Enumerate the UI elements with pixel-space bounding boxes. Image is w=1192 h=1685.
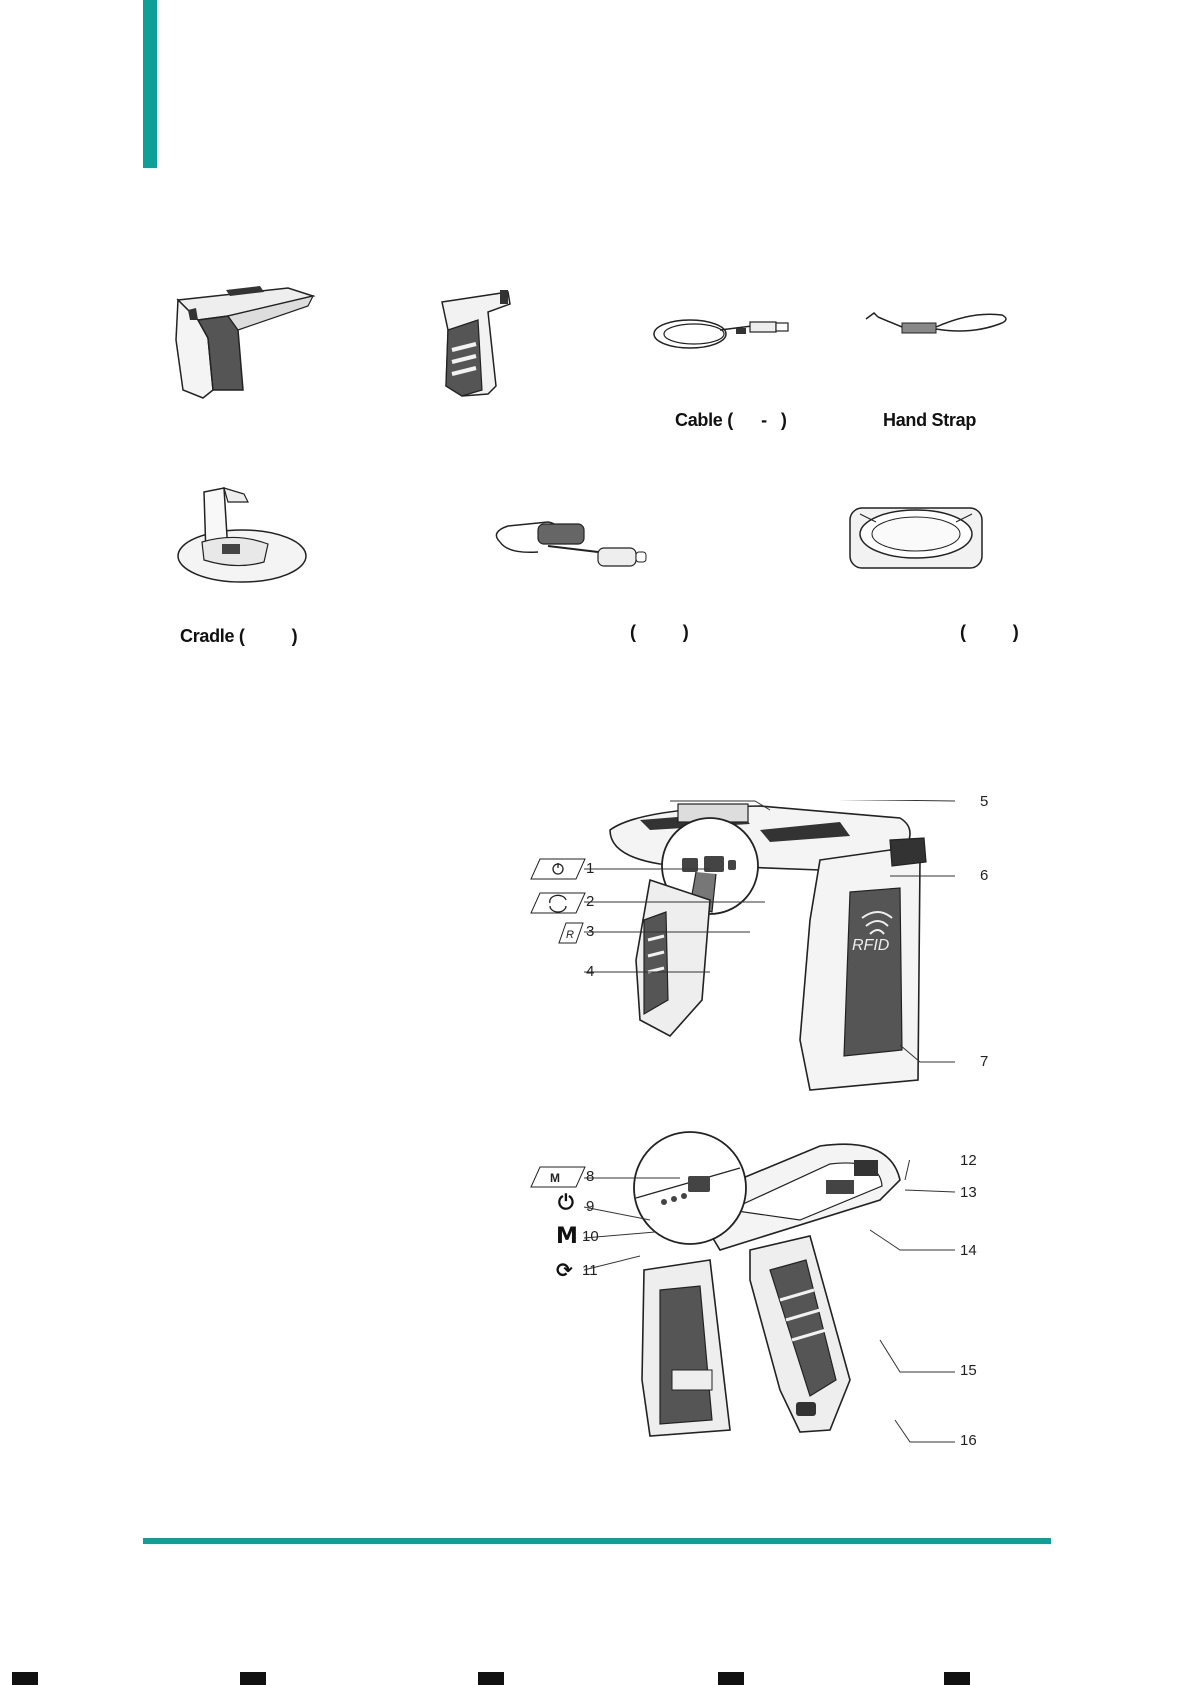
callout-13: 13 bbox=[960, 1184, 977, 1201]
bottom-mark-2 bbox=[240, 1672, 266, 1685]
mode-button-tag bbox=[530, 1166, 586, 1188]
mode-led-label: M bbox=[556, 1224, 578, 1249]
callout-lines-back bbox=[560, 1160, 990, 1460]
callout-9: 9 bbox=[586, 1198, 595, 1215]
refresh-icon: ⟳ bbox=[556, 1258, 573, 1282]
phone-holder-illustration bbox=[846, 502, 986, 574]
callout-1: 1 bbox=[586, 860, 595, 877]
bottom-mark-1 bbox=[12, 1672, 38, 1685]
callout-4: 4 bbox=[586, 963, 595, 980]
callout-lines-front bbox=[560, 800, 990, 1080]
callout-10: 10 bbox=[582, 1228, 599, 1245]
refresh-button-tag bbox=[530, 892, 586, 914]
footer-accent-rule bbox=[143, 1538, 1051, 1544]
hand-strap-illustration bbox=[862, 305, 1012, 345]
bottom-mark-4 bbox=[718, 1672, 744, 1685]
rfid-sled-illustration bbox=[168, 280, 318, 400]
header-accent-bar bbox=[143, 0, 157, 168]
callout-6: 6 bbox=[980, 867, 989, 884]
svg-text:M: M bbox=[550, 1171, 560, 1185]
callout-14: 14 bbox=[960, 1242, 977, 1259]
callout-15: 15 bbox=[960, 1362, 977, 1379]
usb-cable-illustration bbox=[650, 312, 790, 356]
callout-12: 12 bbox=[960, 1152, 977, 1169]
caption-holder: ( ) bbox=[960, 622, 1019, 642]
rfid-button-tag bbox=[558, 922, 584, 944]
bottom-mark-3 bbox=[478, 1672, 504, 1685]
callout-2: 2 bbox=[586, 893, 595, 910]
caption-hand-strap: Hand Strap bbox=[883, 410, 977, 430]
callout-7: 7 bbox=[980, 1053, 989, 1070]
callout-16: 16 bbox=[960, 1432, 977, 1449]
callout-11: 11 bbox=[582, 1262, 598, 1279]
bottom-mark-5 bbox=[944, 1672, 970, 1685]
rfid-mark: RFID bbox=[852, 937, 890, 954]
caption-cable: Cable ( - ) bbox=[675, 410, 787, 430]
type-c-connector-illustration bbox=[488, 512, 648, 582]
caption-connector: ( ) bbox=[630, 622, 689, 642]
power-button-tag bbox=[530, 858, 586, 880]
pistol-grip-illustration bbox=[438, 290, 538, 400]
callout-5: 5 bbox=[980, 793, 989, 810]
charging-cradle-illustration bbox=[176, 482, 308, 586]
callout-3: 3 bbox=[586, 923, 595, 940]
caption-cradle: Cradle ( ) bbox=[180, 626, 298, 646]
callout-8: 8 bbox=[586, 1168, 595, 1185]
svg-text:R: R bbox=[566, 929, 574, 941]
power-icon: ⏻ bbox=[558, 1190, 574, 1214]
